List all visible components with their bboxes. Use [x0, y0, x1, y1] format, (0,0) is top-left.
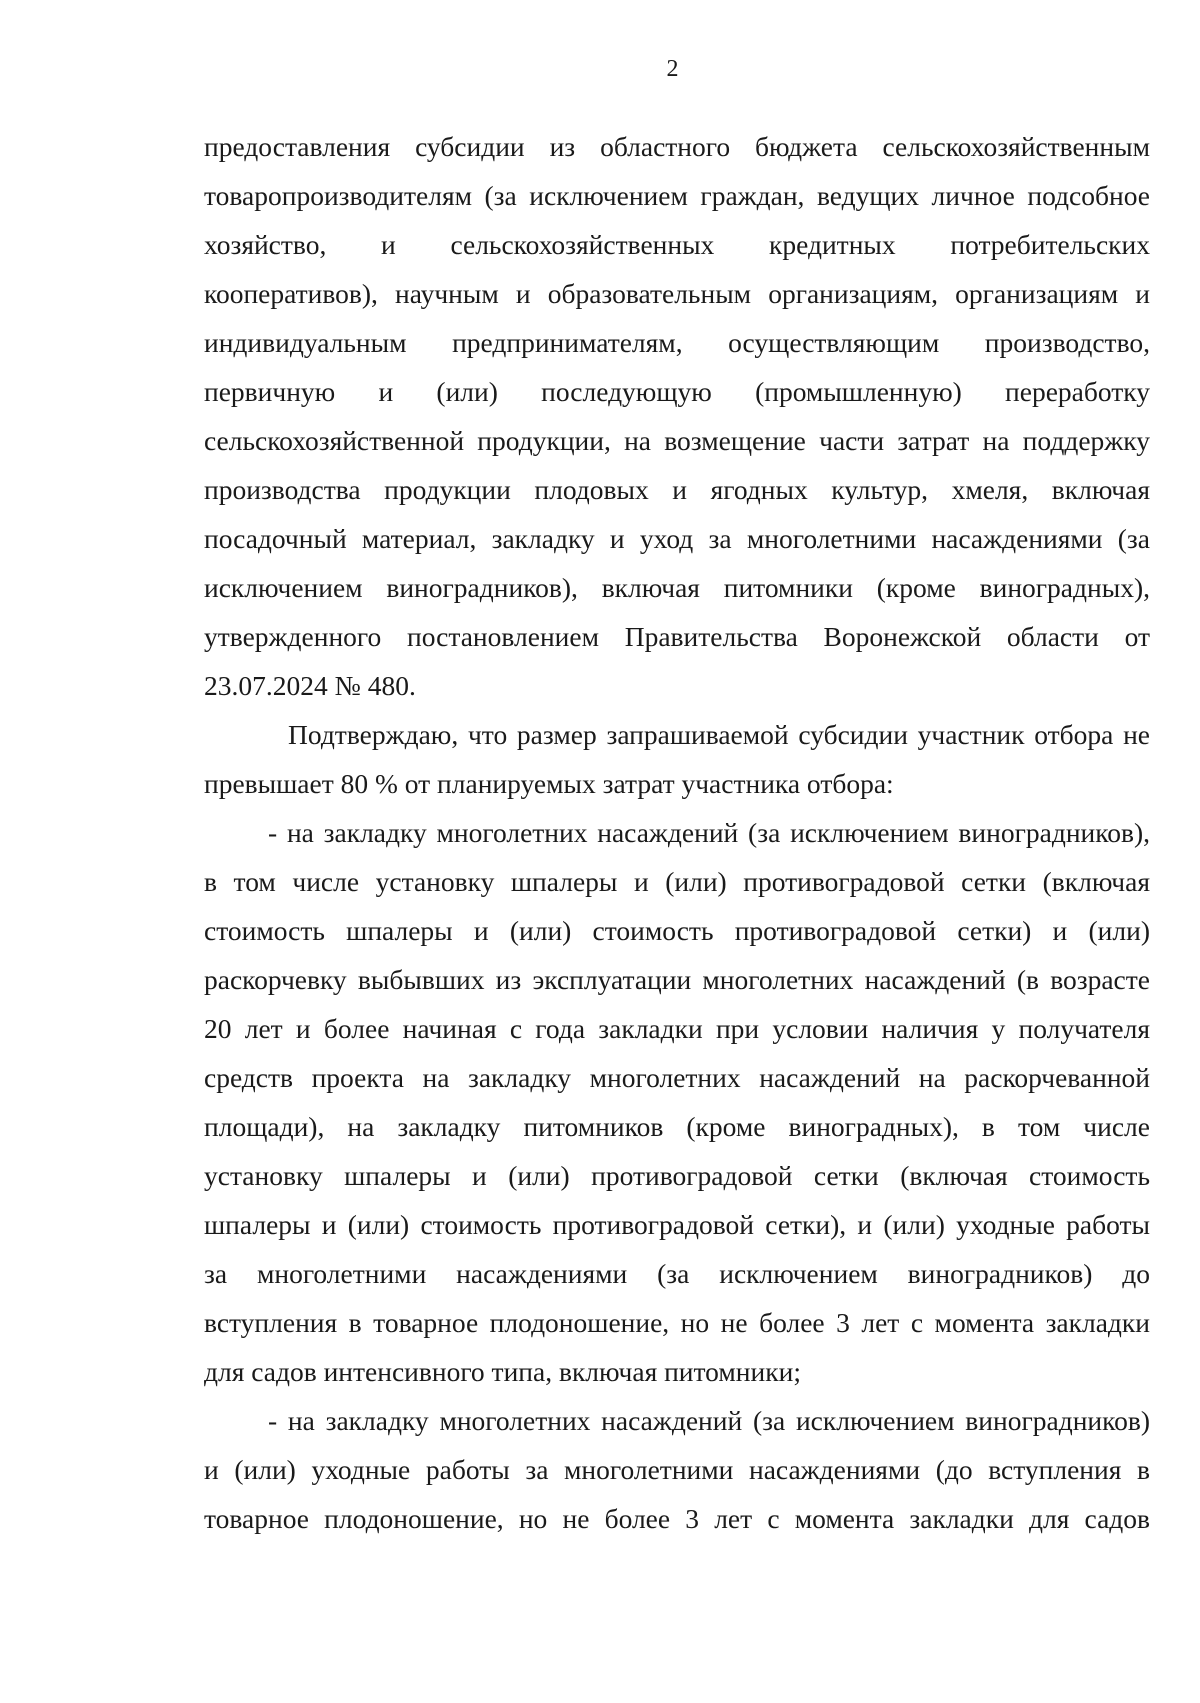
text-line: - на закладку многолетних насаждений (за исключением виноградников), — [268, 817, 1150, 848]
text-line: средств проекта на закладку многолетних насаждений на раскорчеванной — [204, 1062, 1150, 1093]
text-line: первичную и (или) последующую (промышленную) переработку — [204, 376, 1150, 407]
text-line: предоставления субсидии из областного бюджета сельскохозяйственным — [204, 131, 1150, 162]
text-line: раскорчевку выбывших из эксплуатации многолетних насаждений (в возрасте — [204, 964, 1150, 995]
document-body — [204, 122, 1150, 1543]
text-line: утвержденного постановлением Правительства Воронежской области от — [204, 621, 1150, 652]
text-line: Подтверждаю, что размер запрашиваемой субсидии участник отбора не — [288, 719, 1150, 750]
text-line: и (или) уходные работы за многолетними насаждениями (до вступления в — [204, 1454, 1150, 1485]
text-line: за многолетними насаждениями (за исключением виноградников) до — [204, 1258, 1150, 1289]
text-line: товарное плодоношение, но не более 3 лет с момента закладки для садов — [204, 1503, 1150, 1534]
text-line: установку шпалеры и (или) противоградовой сетки (включая стоимость — [204, 1160, 1150, 1191]
text-line: - на закладку многолетних насаждений (за исключением виноградников) — [268, 1405, 1150, 1436]
paragraph-4 — [204, 1396, 1150, 1543]
text-line: индивидуальным предпринимателям, осуществляющим производство, — [204, 327, 1150, 358]
text-line: кооперативов), научным и образовательным организациям, организациям и — [204, 278, 1150, 309]
text-line: посадочный материал, закладку и уход за многолетними насаждениями (за — [204, 523, 1150, 554]
text-line: хозяйство, и сельскохозяйственных кредитных потребительских — [204, 229, 1150, 260]
text-line: для садов интенсивного типа, включая питомники; — [204, 1356, 801, 1387]
text-line: производства продукции плодовых и ягодных культур, хмеля, включая — [204, 474, 1150, 505]
text-line: 23.07.2024 № 480. — [204, 670, 416, 701]
page-number: 2 — [666, 56, 679, 82]
text-line: площади), на закладку питомников (кроме виноградных), в том числе — [204, 1111, 1150, 1142]
paragraph-1 — [204, 122, 1150, 710]
text-line: исключением виноградников), включая питомники (кроме виноградных), — [204, 572, 1150, 603]
text-line: превышает 80 % от планируемых затрат участника отбора: — [204, 768, 894, 799]
text-line: 20 лет и более начиная с года закладки при условии наличия у получателя — [204, 1013, 1150, 1044]
text-line: шпалеры и (или) стоимость противоградовой сетки), и (или) уходные работы — [204, 1209, 1150, 1240]
paragraph-2 — [204, 710, 1150, 808]
paragraph-3 — [204, 808, 1150, 1396]
text-line: сельскохозяйственной продукции, на возмещение части затрат на поддержку — [204, 425, 1150, 456]
text-line: в том числе установку шпалеры и (или) противоградовой сетки (включая — [204, 866, 1150, 897]
text-line: вступления в товарное плодоношение, но не более 3 лет с момента закладки — [204, 1307, 1150, 1338]
text-line: товаропроизводителям (за исключением граждан, ведущих личное подсобное — [204, 180, 1150, 211]
text-line: стоимость шпалеры и (или) стоимость противоградовой сетки) и (или) — [204, 915, 1150, 946]
